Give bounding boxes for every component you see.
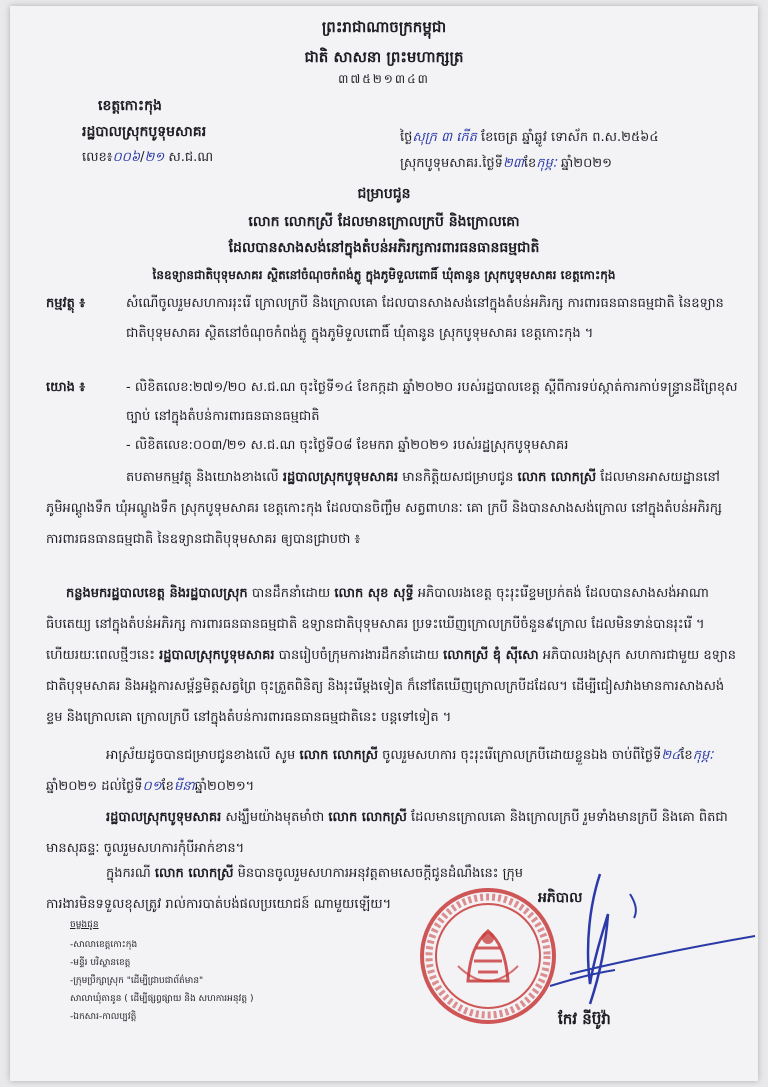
- title-line-3: នៃឧទ្យានជាតិបុទុមសាគរ ស្ថិតនៅចំណុចកំពង់ភ្លូ ក្នុងភូមិទួលពោធិ៍ ឃុំតានូន ស្រុកបូទុមសាគរ ខេត្តកោះកុង: [152, 268, 616, 282]
- cc-item: -មន្ទីរ បរិស្ថានខេត្ត: [70, 958, 131, 968]
- signature-icon: [530, 864, 758, 1014]
- body-paragraph-4: រដ្ឋបាលស្រុកបូទុមសាគរ សង្ឃឹមយ៉ាងមុតមាំថា លោក លោកស្រី ដែលមានក្រោលគោ និងក្រោលក្របី រួមទាំងមានក្របី និងគោ ពិតជាមានសុឆន្ទៈ ចូលរួមសហការកុំបីអាក់ខាន។: [46, 810, 728, 856]
- reference-label: យោង ៖: [46, 380, 86, 395]
- ref-year-handwritten: ២១: [144, 150, 165, 165]
- signatory-role: អភិបាល: [538, 890, 583, 906]
- signatory-name: កែវ នីប៊ូវ៉ា: [558, 1010, 611, 1028]
- document-page: [10, 6, 758, 1081]
- cc-item: -សាលាខេត្តកោះកុង: [70, 940, 138, 950]
- reference-item-1: - លិខិតលេខ:២៧១/២០ ស.ជ.ណ ចុះថ្ងៃទី១៤ ខែកក្កដា ឆ្នាំ២០២០ របស់រដ្ឋបាលខេត្ត ស្តីពីការទប់ស្កាត់ការកាប់ទន្ទ្រានដីព្រៃខុសច្បាប់ នៅក្នុងតំបន់ការពារធនធានធម្មជាតិ: [126, 380, 738, 424]
- lunar-date: ថ្ងៃសុក្រ ៣ កើត ខែចេត្រ ឆ្នាំឆ្លូវ ទោស័ក ព.ស.២៥៦៤: [400, 130, 659, 145]
- doc-type: ជម្រាបជូន: [357, 186, 411, 202]
- title-line-1: លោក លោកស្រី ដែលមានក្រោលក្របី និងក្រោលគោ: [248, 214, 520, 230]
- handwritten-signature: [530, 864, 758, 1014]
- start-month-handwritten: កុម្ភៈ: [692, 748, 714, 763]
- body-paragraph-3: អាស្រ័យដូចបានជម្រាបជូនខាងលើ សូម លោក លោកស្រី ចូលរួមសហការ ចុះរុះរើក្រោលក្របីដោយខ្លួនឯង ចាប់ពីថ្ងៃទី២៤ខែកុម្ភៈឆ្នាំ២០២១ ដល់ថ្ងៃទី០១ខែមីនាឆ្នាំ២០២១។: [46, 748, 714, 794]
- end-day-handwritten: ០១: [142, 779, 162, 794]
- body-paragraph-1: តបតាមកម្មវត្ថុ និងយោងខាងលើ រដ្ឋបាលស្រុកបូទុមសាគរ មានកិត្តិយសជម្រាបជូន លោក លោកស្រី ដែលមានអាសយដ្ឋាននៅភូមិអណ្តូងទឹក ឃុំអណ្តូងទឹក ស្រុកបូទុមសាគរ ខេត្តកោះកុង ដែលបានចិញ្ចឹម សត្វពាហនៈ គោ ក្របី និងបានសាងសង់ក្រោល នៅក្នុងតំបន់អភិរក្ស ការពារធនធានធម្មជាតិ នៃឧទ្យានជាតិបុទុមសាគរ ឲ្យបានជ្រាបថា ៖: [46, 470, 722, 547]
- ref-number-handwritten: ០០៦: [112, 150, 141, 165]
- cc-title: ចម្លងជូន: [70, 920, 99, 930]
- body-paragraph-2: កន្លងមករដ្ឋបាលខេត្ត និងរដ្ឋបាលស្រុក បានដឹកនាំដោយ លោក សុខ សុទ្ធី អភិបាលរងខេត្ត ចុះរុះរើខ្ទមប្រក់តង់ ដែលបានសាងសង់អាណាធិបតេយ្យ នៅក្នុងតំបន់អភិរក្ស ការពារធនធានធម្មជាតិ ឧទ្យានជាតិបុទុមសាគរ ប្រទះឃើញក្រោលក្របីចំនួន៩ក្រោល ដែលមិនទាន់បានរុះរើ ។ហើយរយៈពេលថ្មីៗនេះ រដ្ឋបាលស្រុកបូទុមសាគរ បានរៀបចំក្រុមការងារដឹកនាំដោយ លោកស្រី ឌុំ ស៊ីសោ អភិបាលរងស្រុក សហការជាមួយ ឧទ្យានជាតិបុទុមសាគរ និងអង្គការសម្ព័ន្ធមិត្តសត្វព្រៃ ចុះត្រួតពិនិត្យ និងរុះរើម្តងទៀត ក៏នៅតែឃើញក្រោលក្របីដដែល។ ដើម្បីជៀសវាងមានការសាងសង់ខ្ទម និងក្រោលគោ ក្រោលក្របី នៅក្នុងតំបន់ការពារធនធានធម្មជាតិនេះ បន្តទៅទៀត ។: [46, 586, 736, 725]
- cc-item: -ឯកសារ-កាលប្បវត្តិ: [70, 1012, 137, 1022]
- subject-label: កម្មវត្ថុ ៖: [46, 296, 86, 311]
- reference-number: លេខ៖០០៦/២១ ស.ជ.ណ: [82, 150, 214, 165]
- reference-item-2: - លិខិតលេខ:០០៣/២១ ស.ជ.ណ ចុះថ្ងៃទី០៨ ខែមករា ឆ្នាំ២០២១ របស់រដ្ឋស្រុកបូទុមសាគរ: [126, 438, 569, 453]
- cc-item: -ក្រុមប្រឹក្សាស្រុក "ដើម្បីជ្រាបជាព័ត៌មាន": [70, 976, 204, 986]
- issuer-district-admin: រដ្ឋបាលស្រុកបូទុមសាគរ: [82, 124, 207, 140]
- kingdom-header: ព្រះរាជាណាចក្រកម្ពុជា: [321, 18, 447, 36]
- issuer-province: ខេត្តកោះកុង: [98, 98, 162, 114]
- body-paragraph-5: ក្នុងករណី លោក លោកស្រី មិនបានចូលរួមសហការអនុវត្តតាមសេចក្តីជូនដំណឹងនេះ ក្រុមការងារមិនទទួលខុសត្រូវ រាល់ការបាត់បង់ផលប្រយោជន៍ ណាមួយឡើយ។: [46, 866, 523, 912]
- solar-date: ស្រុកបូទុមសាគរ.ថ្ងៃទី២៣ខែកុម្ភៈ ឆ្នាំ២០២១: [400, 156, 612, 171]
- national-motto: ជាតិ សាសនា ព្រះមហាក្សត្រ: [304, 48, 464, 66]
- start-day-handwritten: ២៤: [661, 748, 681, 763]
- header-ornament: ៣៧៥២១៣៤៣: [338, 72, 430, 86]
- end-month-handwritten: មីនា: [173, 779, 195, 794]
- title-line-2: ដែលបានសាងសង់នៅក្នុងតំបន់អភិរក្សការពារធនធានធម្មជាតិ: [228, 240, 540, 256]
- subject-text: សំណើចូលរួមសហការរុះរើ ក្រោលក្របី និងក្រោលគោ ដែលបានសាងសង់នៅក្នុងតំបន់អភិរក្ស ការពារធនធានធម្មជាតិ នៃឧទ្យានជាតិបុទុមសាគរ ស្ថិតនៅចំណុចកំពង់ភ្លូ ក្នុងភូមិទួលពោធិ៍ ឃុំតានូន ស្រុកបូទុមសាគរ ខេត្តកោះកុង ។: [126, 296, 724, 341]
- cc-item: សាលាឃុំតានូន ( ដើម្បីផ្សព្វផ្សាយ និង សហការអនុវត្ត ): [70, 994, 254, 1004]
